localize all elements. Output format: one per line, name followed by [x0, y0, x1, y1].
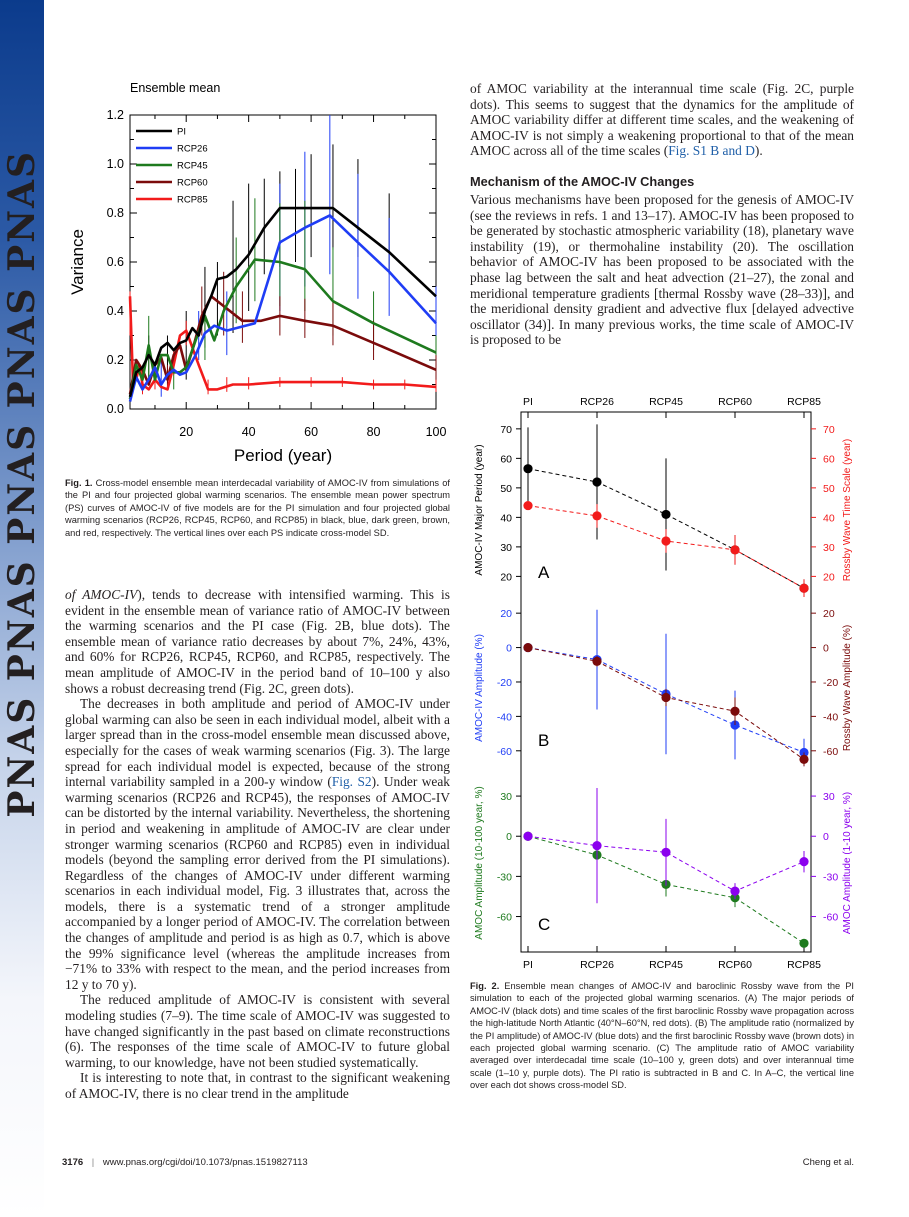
- y-tick-label-right: -30: [823, 871, 839, 884]
- data-dot-amoc-iv-major-period: [523, 464, 532, 473]
- paragraph: [65, 1070, 450, 1101]
- data-dot-amoc-amplitude-1-10-year: [661, 848, 670, 857]
- left-axis-title: AMOC-IV Amplitude (%): [474, 634, 485, 742]
- left-axis-title: AMOC-IV Major Period (year): [474, 444, 485, 576]
- x-axis-label: Period (year): [233, 446, 333, 465]
- y-tick-label-right: -60: [823, 745, 839, 758]
- paragraph: [65, 696, 450, 992]
- x-tick-label: 40: [241, 425, 256, 439]
- page-number: 3176: [62, 1157, 84, 1168]
- panel-label: A: [538, 563, 550, 582]
- figure-1-caption-text: Cross-model ensemble mean interdecadal variability of AMOC-IV from simulations of the PI and four projected global warming scenarios. The ensemble mean power spectrum (PS) curves of AMOC-IV of five models are for the PI simulation and four projected global warming scenarios (RCP26, RCP45, RCP60, and RCP85) in black, blue, dark green, brown, and red, respectively. The vertical lines over each PS indicate cross-model SD.: [65, 478, 450, 538]
- figure-1-label: Fig. 1.: [65, 478, 93, 488]
- data-dot-rossby-wave-amplitude: [592, 657, 601, 666]
- y-tick-label-left: 60: [500, 453, 512, 466]
- figure-1-power-spectrum-chart: [58, 75, 458, 475]
- data-dot-rossby-wave-amplitude: [523, 643, 532, 652]
- y-tick-label: 0.2: [106, 353, 124, 367]
- y-tick-label: 1.2: [106, 108, 124, 122]
- y-tick-label-left: 30: [500, 791, 512, 804]
- data-dot-amoc-amplitude-1-10-year: [730, 887, 739, 896]
- paragraph-text: The reduced amplitude of AMOC-IV is consistent with several modeling studies (7–9). The time scale of AMOC-IV was suggested to have changed significantly in the past based on climate reconstructions (6). The responses of the time scale of AMOC-IV to future global warming, to our knowledge, have not been studied systematically.: [65, 992, 450, 1070]
- left-axis-title: AMOC Amplitude (10-100 year, %): [474, 786, 485, 940]
- y-tick-label-left: -60: [496, 745, 512, 758]
- data-dot-rossby-wave-amplitude: [730, 707, 739, 716]
- legend-label-rcp60: RCP60: [177, 177, 208, 189]
- data-dot-rossby-wave-time-scale: [661, 536, 670, 545]
- data-dot-amoc-amplitude-1-10-year: [592, 841, 601, 850]
- data-dot-rossby-wave-time-scale: [592, 511, 601, 520]
- category-label-top: RCP45: [649, 396, 683, 408]
- y-tick-label: 1.0: [106, 157, 124, 171]
- category-label-bottom: RCP60: [718, 959, 752, 971]
- legend-label-rcp45: RCP45: [177, 160, 208, 172]
- y-tick-label: 0.4: [106, 304, 124, 318]
- left-column-text: [65, 587, 450, 1102]
- y-tick-label: 0.0: [106, 402, 124, 416]
- legend-label-rcp26: RCP26: [177, 143, 208, 155]
- legend-label-pi: PI: [177, 126, 186, 138]
- data-dot-amoc-amplitude-1-10-year: [523, 832, 532, 841]
- right-column-text-section: [470, 192, 854, 348]
- x-tick-label: 100: [425, 425, 447, 439]
- spectrum-line-rcp85: [130, 296, 436, 389]
- y-tick-label-right: -40: [823, 711, 839, 724]
- y-tick-label-left: -20: [496, 676, 512, 689]
- y-tick-label-right: -20: [823, 676, 839, 689]
- legend-label-rcp85: RCP85: [177, 194, 208, 206]
- y-axis-label: Variance: [68, 229, 87, 295]
- page-footer: [62, 1157, 854, 1168]
- section-heading: Mechanism of the AMOC-IV Changes: [470, 174, 695, 189]
- data-dot-rossby-wave-amplitude: [799, 755, 808, 764]
- right-axis-title: AMOC Amplitude (1-10 year, %): [842, 791, 853, 935]
- footer-authors: Cheng et al.: [802, 1157, 854, 1168]
- figure-2-label: Fig. 2.: [470, 981, 500, 991]
- paragraph-text: of AMOC variability at the interannual time scale (Fig. 2C, purple dots). This seems to suggest that the dynamics for the amplitude of AMOC variability differ at different time scales, and the weakening of AMOC-IV is not simply a weakening proportional to that of the mean AMOC across all of the time scales (: [470, 81, 854, 159]
- paragraph-text: ), tends to decrease with intensified warming. This is evident in the ensemble mean of variance ratio of AMOC-IV between the warming scenarios and the PI case (Fig. 2B, blue dots). The ensemble mean of variance ratio decreases by about 7%, 24%, 43%, and 60% for RCP26, RCP45, RCP60, and RCP85, respectively. The mean amplitude of AMOC-IV in the period band of 10–100 y also shows a robust decreasing trend (Fig. 2C, green dots).: [65, 587, 450, 696]
- y-tick-label-right: 30: [823, 791, 835, 804]
- y-tick-label-left: 20: [500, 571, 512, 584]
- y-tick-label-right: 40: [823, 512, 835, 525]
- y-tick-label-right: 0: [823, 831, 829, 844]
- spectrum-line-rcp60: [130, 296, 436, 394]
- paragraph-text: ). Under weak warming scenarios (RCP26 and RCP45), the responses of AMOC-IV can be distorted by the internal variability. Nevertheless, the shortening in period and weakening in amplitude of AMOC-IV are clear under stronger warming scenarios (RCP60 and RCP85) even in individual models (beyond the sampling error derived from the PI simulations). Regardless of the changes of AMOC-IV under different warming scenarios in each individual model, Fig. 3 illustrates that, across the models, there is a systematic trend of a stronger amplitude accompanied by a longer period of AMOC-IV. The correlation between the changes of amplitude and period is as high as 0.7, which is above the 99% significance level (whereas the amplitude increases from −71% to 33% with respect to the mean, and the period increases from 12 y to 70 y).: [65, 774, 451, 992]
- data-dot-amoc-iv-major-period: [592, 477, 601, 486]
- category-label-bottom: RCP26: [580, 959, 614, 971]
- data-dot-rossby-wave-time-scale: [523, 501, 532, 510]
- x-tick-label: 60: [304, 425, 319, 439]
- italic-phrase: of AMOC-IV: [65, 587, 138, 602]
- figure-link[interactable]: Fig. S2: [331, 774, 372, 790]
- panel-label: C: [538, 915, 551, 934]
- data-dot-rossby-wave-time-scale: [730, 545, 739, 554]
- figure-2-caption-text: Ensemble mean changes of AMOC-IV and baroclinic Rossby wave from the PI simulation to each of the projected global warming scenarios. (A) The major periods of AMOC-IV (black dots) and time scales of the first baroclinic Rossby wave propagation across the high-latitude North Atlantic (40°N–60°N, red dots). (B) The amplitude ratio (normalized by the PI amplitude) of AMOC-IV (blue dots) and the first baroclinic Rossby wave (brown dots) in each projected global warming scenario. (C) The amplitude ratio of AMOC variability averaged over interdecadal time scale (10–100 y, green dots) and over interannual time scale (1–10 y, purple dots). The PI ratio is subtracted in B and C. In A–C, the vertical line over each dot shows cross-model SD.: [470, 981, 854, 1091]
- paragraph-text: Various mechanisms have been proposed for the genesis of AMOC-IV (see the reviews in refs. 1 and 13–17). AMOC-IV has been proposed to be generated by stochastic atmospheric variability (18), planetary wave instability (19), or thermohaline instability (20). The oscillation behavior of AMOC-IV has been proposed to be associated with the phase lag between the salt and heat advection (21–27), the zonal and meridional temperature gradients [thermal Rossby wave (28–33)], and the meridional density gradient and advective flux [delayed advective oscillator (34)]. In many previous works, the time scale of AMOC-IV is proposed to be: [470, 192, 854, 348]
- category-label-bottom: RCP45: [649, 959, 683, 971]
- pnas-sidebar-stripe: [0, 0, 44, 1217]
- y-tick-label-left: 20: [500, 608, 512, 621]
- y-tick-label-left: 40: [500, 512, 512, 525]
- y-tick-label: 0.8: [106, 206, 124, 220]
- paragraph-text: The decreases in both amplitude and period of AMOC-IV under global warming can also be seen in each individual model, albeit with a larger spread than in the cross-model ensemble mean discussed above, especially for the cases of weak warming scenarios (Fig. 3). The large spread for each individual model is expected, because of the strong internal variability sampled in a 200-y window (: [65, 696, 450, 790]
- paragraph: [470, 81, 854, 159]
- y-tick-label-right: 20: [823, 608, 835, 621]
- x-tick-label: 80: [366, 425, 381, 439]
- figure-link[interactable]: Fig. S1 B and D: [668, 143, 755, 159]
- y-tick-label-left: 0: [506, 831, 512, 844]
- data-dot-amoc-iv-major-period: [661, 510, 670, 519]
- right-axis-title: Rossby Wave Time Scale (year): [842, 438, 853, 582]
- paragraph: [65, 992, 450, 1070]
- pnas-logo-watermark: PNAS PNAS PNAS PNAS PNAS: [1, 150, 43, 818]
- category-label-top: PI: [523, 396, 533, 408]
- category-label-bottom: RCP85: [787, 959, 821, 971]
- right-axis-title: Rossby Wave Amplitude (%): [842, 624, 853, 752]
- panel-label: B: [538, 731, 550, 750]
- figure-2-scenario-panels: [466, 390, 866, 980]
- paragraph-text: It is interesting to note that, in contrast to the significant weakening of AMOC-IV, there is no clear trend in the amplitude: [65, 1070, 450, 1101]
- y-tick-label: 0.6: [106, 255, 124, 269]
- y-tick-label-right: 20: [823, 571, 835, 584]
- data-dot-rossby-wave-time-scale: [799, 584, 808, 593]
- data-dot-amoc-amplitude-1-10-year: [799, 857, 808, 866]
- spectrum-line-rcp26: [130, 215, 436, 401]
- y-tick-label-right: 60: [823, 453, 835, 466]
- right-column-text-top: [470, 81, 854, 159]
- spectrum-line-rcp45: [130, 260, 436, 400]
- x-tick-label: 20: [179, 425, 194, 439]
- y-tick-label-left: -60: [496, 911, 512, 924]
- paragraph: [65, 587, 450, 696]
- data-dot-rossby-wave-amplitude: [661, 693, 670, 702]
- chart-title: Ensemble mean: [130, 81, 221, 95]
- category-label-top: RCP60: [718, 396, 752, 408]
- y-tick-label-left: 50: [500, 482, 512, 495]
- y-tick-label-left: 30: [500, 541, 512, 554]
- category-label-top: RCP85: [787, 396, 821, 408]
- footer-separator: |: [91, 1157, 95, 1168]
- spectrum-line-pi: [130, 208, 436, 397]
- y-tick-label-left: -40: [496, 711, 512, 724]
- figure-2-caption: [470, 980, 854, 1092]
- figure-1-caption: [65, 477, 450, 539]
- category-label-top: RCP26: [580, 396, 614, 408]
- doi-link[interactable]: www.pnas.org/cgi/doi/10.1073/pnas.1519827113: [102, 1157, 308, 1168]
- y-tick-label-left: -30: [496, 871, 512, 884]
- y-tick-label-right: 50: [823, 482, 835, 495]
- y-tick-label-right: 0: [823, 642, 829, 655]
- y-tick-label-right: 70: [823, 423, 835, 436]
- category-label-bottom: PI: [523, 959, 533, 971]
- y-tick-label-right: 30: [823, 541, 835, 554]
- data-dot-amoc-amplitude-10-100-year: [799, 939, 808, 948]
- y-tick-label-right: -60: [823, 911, 839, 924]
- y-tick-label-left: 70: [500, 423, 512, 436]
- y-tick-label-left: 0: [506, 642, 512, 655]
- paragraph: [470, 192, 854, 348]
- paragraph-text: ).: [754, 143, 763, 159]
